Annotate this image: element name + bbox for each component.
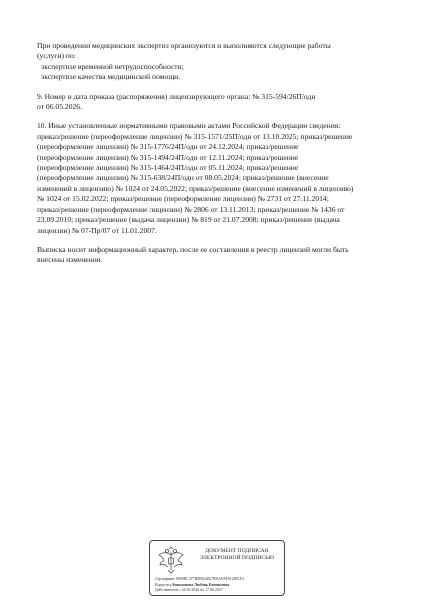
text-line: 9. Номер и дата приказа (распоряжения) лицензирующего органа: № 315-594/26П/одн	[37, 91, 316, 101]
disclaimer-paragraph	[37, 245, 399, 266]
stamp-title-line: ДОКУМЕНТ ПОДПИСАН	[205, 548, 269, 554]
section-9-paragraph	[37, 92, 399, 113]
text-line: от 06.05.2026.	[37, 102, 82, 112]
certificate-validity: Действителен с 24.03.2026 по 17.06.2027	[155, 588, 223, 593]
text-line: № 1024 от 15.02.2022; приказ/решение (переоформление лицензии) № 2731 от 27.11.2014;	[37, 194, 329, 204]
text-line: приказ/решение (переоформление лицензии) № 2806 от 13.11.2013; приказ/решение № 1436 от	[37, 204, 345, 214]
document-body	[37, 41, 399, 266]
stamp-title-line: ЭЛЕКТРОННОЙ ПОДПИСЬЮ	[199, 554, 275, 561]
certificate-number: Сертификат 8949BC477B0B6348278DA9AF912801F4	[155, 577, 244, 581]
owner-name: Апполонова Любовь Евгеньевна	[171, 582, 230, 587]
text-line: лицензии) № 07-Пр/07 от 11.01.2007.	[37, 225, 157, 235]
text-line: внесены изменения.	[37, 255, 103, 265]
text-line: (переоформление лицензии) № 315-638/24П/одн от 08.05.2024; приказ/решение (внесение	[37, 173, 329, 183]
text-line: (переоформление лицензии) № 315-1494/24П/одн от 12.11.2024; приказ/решение	[37, 152, 299, 162]
section-10-paragraph	[37, 121, 399, 235]
text-line: изменений в лицензию) № 1024 от 24.05.2022; приказ/решение (внесение изменений в лицензию)	[37, 183, 354, 193]
text-line: (переоформление лицензии) № 315-1464/24П/одн от 05.11.2024; приказ/решение	[37, 163, 299, 173]
text-line: 10. Иные установленные нормативными правовыми актами Российской Федерации сведения:	[37, 121, 341, 131]
intro-paragraph	[37, 41, 399, 83]
stamp-details	[155, 577, 283, 594]
coat-of-arms-icon	[156, 546, 186, 574]
list-item: экспертизе качества медицинской помощи.	[41, 72, 181, 82]
text-line: Выписка носит информационный характер, после ее составления в реестр лицензий могли быть	[37, 244, 349, 254]
text-line: 23.09.2010; приказ/решение (выдача лицензии) № 819 от 21.07.2008; приказ/решение (выдача	[37, 215, 340, 225]
electronic-signature-stamp	[149, 540, 285, 596]
text-line: приказ/решение (переоформление лицензии) № 315-1571/25П/одн от 13.10.2025; приказ/решение	[37, 131, 353, 141]
list-item: экспертизе временной нетрудоспособности;	[41, 61, 184, 71]
owner-label: Владелец	[155, 582, 172, 587]
stamp-title	[192, 548, 282, 561]
text-line: При проведении медицинских экспертиз организуются и выполняются следующие работы	[37, 41, 331, 50]
text-line: (услуги) по:	[37, 51, 76, 61]
text-line: (переоформление лицензии) № 315-1776/24П/одн от 24.12.2024; приказ/решение	[37, 142, 299, 152]
